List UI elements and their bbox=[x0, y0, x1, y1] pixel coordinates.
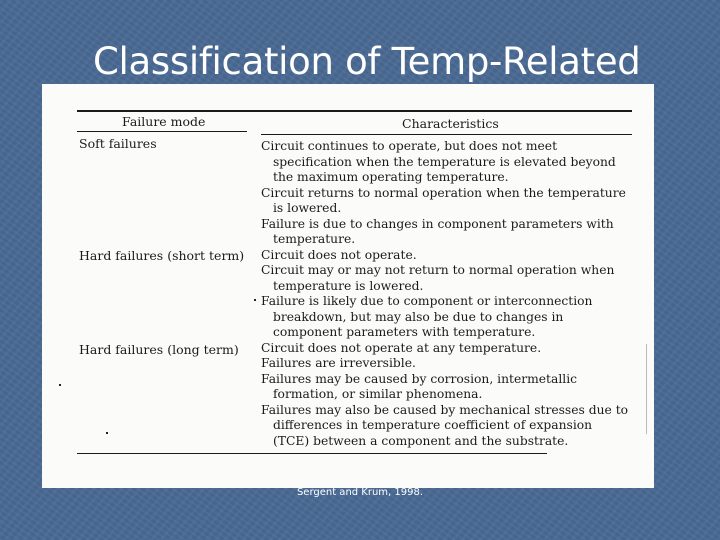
header-characteristics: Characteristics bbox=[402, 116, 499, 131]
characteristics-column bbox=[261, 139, 631, 449]
failure-mode-hard-long: Hard failures (long term) bbox=[79, 342, 239, 357]
characteristic-item: Failures may also be caused by mechanical stresses due to differences in temperature coefficient of expansion (TCE) between a component and the substrate. bbox=[261, 402, 629, 448]
scan-speck bbox=[646, 344, 647, 434]
scan-speck bbox=[254, 299, 256, 301]
header-underline-left bbox=[77, 131, 247, 132]
scanned-table-image bbox=[42, 84, 654, 488]
characteristic-item: Circuit does not operate. bbox=[261, 247, 417, 262]
header-failure-mode: Failure mode bbox=[122, 114, 206, 129]
characteristic-item: Circuit continues to operate, but does not meet specification when the temperature is elevated beyond the maximum operating temperature. bbox=[261, 139, 616, 184]
characteristic-item: Failure is likely due to component or interconnection breakdown, but may also be due to changes in component parameters with temperature. bbox=[261, 294, 593, 339]
characteristic-item: Circuit returns to normal operation when the temperature is lowered. bbox=[261, 185, 626, 215]
header-underline-right bbox=[261, 134, 632, 135]
characteristic-item: Failures may be caused by corrosion, intermetallic formation, or similar phenomena. bbox=[261, 371, 578, 401]
characteristic-item: Failures are irreversible. bbox=[261, 356, 416, 370]
characteristic-item: Failure is due to changes in component parameters with temperature. bbox=[261, 216, 614, 246]
failure-mode-hard-short: Hard failures (short term) bbox=[79, 248, 245, 263]
table-bottom-rule bbox=[77, 453, 547, 454]
characteristic-item: Circuit may or may not return to normal operation when temperature is lowered. bbox=[261, 263, 615, 293]
table-top-rule bbox=[77, 110, 632, 112]
scan-speck bbox=[59, 384, 61, 386]
scan-speck bbox=[106, 432, 108, 434]
slide-title: Classification of Temp-Related bbox=[93, 40, 641, 83]
characteristic-item: Circuit does not operate at any temperature. bbox=[261, 340, 542, 355]
failure-mode-soft: Soft failures bbox=[79, 136, 157, 151]
source-caption: Sergent and Krum, 1998. bbox=[296, 487, 424, 498]
